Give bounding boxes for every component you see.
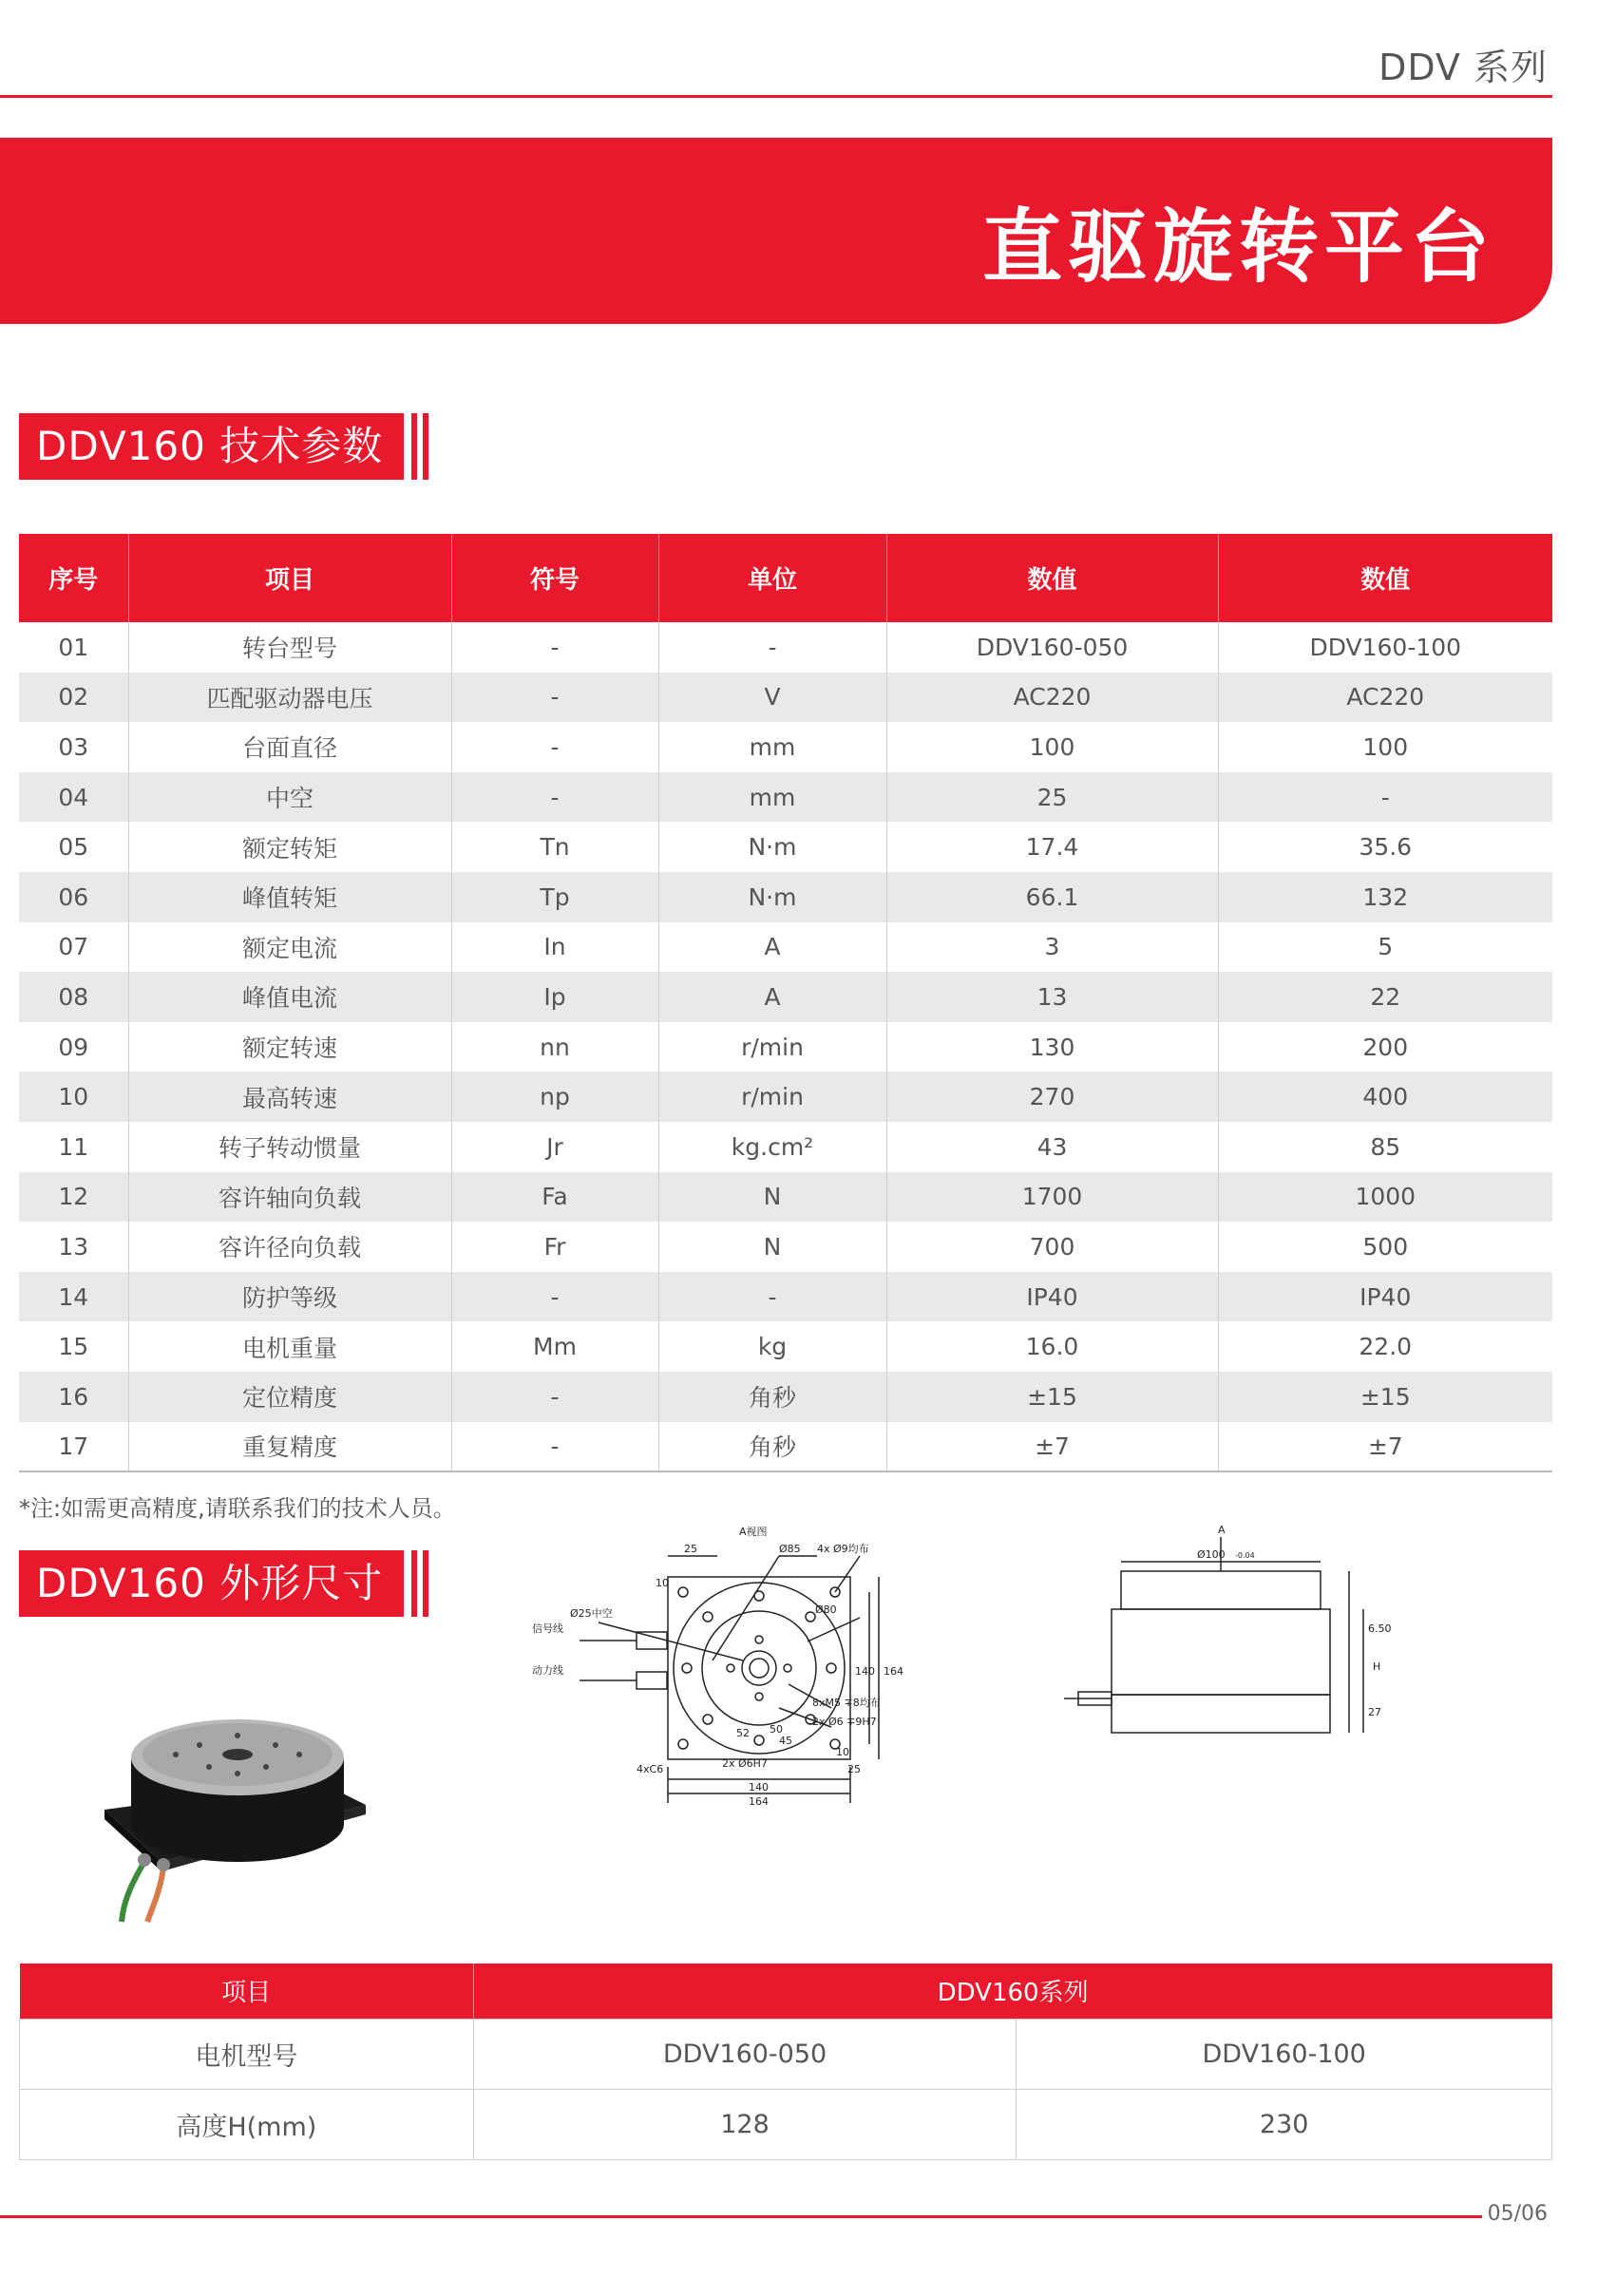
cell-symbol: - xyxy=(451,722,658,772)
cell-value-050: ±15 xyxy=(886,1372,1218,1422)
cell-symbol: - xyxy=(451,622,658,673)
dim-cell: DDV160-050 xyxy=(473,2019,1017,2089)
cell-unit: N xyxy=(658,1222,886,1272)
cell-item: 额定电流 xyxy=(128,922,451,973)
cell-value-100: DDV160-100 xyxy=(1309,633,1462,661)
heading-bar xyxy=(411,1550,417,1617)
col-header-value-100: 数值 xyxy=(1218,534,1552,622)
cell-value-050: 13 xyxy=(886,972,1218,1022)
spec-row xyxy=(19,922,1552,973)
cell-unit: mm xyxy=(658,722,886,772)
cell-value-050: 270 xyxy=(886,1072,1218,1122)
drawing-tol: -0.04 xyxy=(1235,1551,1255,1560)
cell-item: 最高转速 xyxy=(128,1072,451,1122)
cell-unit: - xyxy=(658,1272,886,1322)
cell-symbol: Ip xyxy=(451,972,658,1022)
spec-row xyxy=(19,673,1552,723)
cell-unit: r/min xyxy=(658,1022,886,1072)
drawing-pin6b: 2x Ø6H7 xyxy=(722,1757,768,1770)
cell-value-100: 85 xyxy=(1370,1132,1401,1161)
drawing-dim-10b: 10 xyxy=(836,1746,849,1758)
drawing-dim-140: 140 xyxy=(749,1781,769,1793)
spec-row xyxy=(19,822,1552,872)
cell-no: 17 xyxy=(19,1422,128,1472)
cell-symbol: - xyxy=(451,1422,658,1472)
drawing-signal: 信号线 xyxy=(532,1622,563,1635)
cell-item: 匹配驱动器电压 xyxy=(128,673,451,723)
spec-row xyxy=(19,1072,1552,1122)
spec-row xyxy=(19,1172,1552,1223)
dimension-drawing xyxy=(494,1518,1539,1945)
spec-row xyxy=(19,772,1552,823)
cell-value-050: AC220 xyxy=(886,673,1218,723)
cell-unit: kg xyxy=(658,1321,886,1372)
spec-row xyxy=(19,1272,1552,1322)
cell-symbol: nn xyxy=(451,1022,658,1072)
cell-value-050: IP40 xyxy=(886,1272,1218,1322)
heading-bar xyxy=(423,413,428,480)
spec-table-header xyxy=(19,534,1552,622)
drawing-m5: 8xM5 ∓8均布 xyxy=(812,1697,881,1709)
top-rule xyxy=(0,95,1552,98)
cell-value-100: 132 xyxy=(1218,872,1552,922)
cell-item: 额定转矩 xyxy=(128,822,451,872)
dim-table-row xyxy=(20,2089,1552,2159)
cell-value-050: 43 xyxy=(886,1122,1218,1172)
cell-item: 额定转速 xyxy=(128,1022,451,1072)
cell-symbol: In xyxy=(451,922,658,973)
dim-row-label: 电机型号 xyxy=(20,2019,474,2089)
drawing-dim-164: 164 xyxy=(749,1795,769,1808)
cell-item: 重复精度 xyxy=(128,1422,451,1472)
dim-section-heading xyxy=(19,1550,428,1617)
cell-unit: A xyxy=(658,972,886,1022)
cell-item: 转台型号 xyxy=(128,622,451,673)
col-header-symbol: 符号 xyxy=(451,534,658,622)
cell-no: 16 xyxy=(19,1372,128,1422)
drawing-dim-164v: 164 xyxy=(884,1665,903,1678)
col-header-unit: 单位 xyxy=(658,534,886,622)
cell-no: 10 xyxy=(19,1072,128,1122)
dim-section-title: DDV160 外形尺寸 xyxy=(19,1550,404,1617)
cell-unit: 角秒 xyxy=(658,1422,886,1472)
cell-value-050: 25 xyxy=(886,772,1218,823)
cell-no: 05 xyxy=(19,822,128,872)
cell-value-100: AC220 xyxy=(1218,673,1552,723)
cell-value-100: 400 xyxy=(1218,1072,1552,1122)
cell-symbol: Mm xyxy=(451,1321,658,1372)
drawing-arrow-label: A xyxy=(1218,1524,1226,1536)
cell-unit: kg.cm² xyxy=(658,1122,886,1172)
drawing-dim-27: 27 xyxy=(1368,1706,1381,1718)
spec-row xyxy=(19,972,1552,1022)
drawing-d25: Ø25中空 xyxy=(570,1607,613,1620)
cell-no: 13 xyxy=(19,1222,128,1272)
heading-bar xyxy=(411,413,417,480)
cell-item: 台面直径 xyxy=(128,722,451,772)
drawing-d85: Ø85 xyxy=(779,1543,801,1555)
page-title: 直驱旋转平台 xyxy=(981,200,1495,294)
spec-section-title: DDV160 技术参数 xyxy=(19,413,404,480)
cell-symbol: - xyxy=(451,673,658,723)
drawing-c6: 4xC6 xyxy=(637,1763,664,1775)
cell-item: 容许径向负载 xyxy=(128,1222,451,1272)
cell-no: 04 xyxy=(19,772,128,823)
drawing-dim-10: 10 xyxy=(656,1577,669,1589)
drawing-power: 动力线 xyxy=(532,1664,563,1677)
drawing-dim-50: 50 xyxy=(770,1723,783,1736)
dim-cell: 128 xyxy=(473,2089,1017,2159)
cell-unit: 角秒 xyxy=(658,1372,886,1422)
spec-table xyxy=(19,534,1552,1472)
cell-symbol: np xyxy=(451,1072,658,1122)
cell-value-050: 700 xyxy=(886,1222,1218,1272)
spec-row xyxy=(19,1372,1552,1422)
dim-table-header xyxy=(20,1964,1552,2019)
cell-no: 07 xyxy=(19,922,128,973)
cell-symbol: Tp xyxy=(451,872,658,922)
spec-row xyxy=(19,1321,1552,1372)
drawing-d100: Ø100 xyxy=(1197,1548,1226,1561)
cell-value-050: ±7 xyxy=(886,1422,1218,1472)
cell-symbol: - xyxy=(451,1372,658,1422)
drawing-dim-25: 25 xyxy=(684,1543,697,1555)
drawing-dim-52: 52 xyxy=(736,1727,750,1739)
drawing-dim-140v: 140 xyxy=(855,1665,875,1678)
cell-unit: N·m xyxy=(658,872,886,922)
cell-value-100: 200 xyxy=(1362,1033,1409,1061)
cell-no: 12 xyxy=(19,1172,128,1223)
spec-row xyxy=(19,622,1552,673)
dim-table-row xyxy=(20,2019,1552,2089)
cell-unit: - xyxy=(658,622,886,673)
cell-unit: V xyxy=(658,673,886,723)
cell-value-100: 100 xyxy=(1362,732,1409,761)
spec-row xyxy=(19,1422,1552,1472)
spec-section-heading xyxy=(19,413,428,480)
page-number: 05/06 xyxy=(1487,2202,1548,2226)
cell-value-100: IP40 xyxy=(1218,1272,1552,1322)
cell-item: 峰值电流 xyxy=(128,972,451,1022)
cell-no: 09 xyxy=(19,1022,128,1072)
cell-value-050: 130 xyxy=(886,1022,1218,1072)
cell-no: 15 xyxy=(19,1321,128,1372)
dim-header-series: DDV160系列 xyxy=(473,1964,1551,2019)
cell-no: 03 xyxy=(19,722,128,772)
drawing-d80: Ø80 xyxy=(815,1603,837,1616)
dim-header-item: 项目 xyxy=(20,1964,474,2019)
cell-item: 定位精度 xyxy=(128,1372,451,1422)
cell-value-050: 100 xyxy=(886,722,1218,772)
col-header-item: 项目 xyxy=(128,534,451,622)
spec-row xyxy=(19,1022,1552,1072)
bottom-rule xyxy=(0,2215,1482,2218)
cell-item: 容许轴向负载 xyxy=(128,1172,451,1223)
cell-value-100: 22.0 xyxy=(1359,1333,1413,1361)
drawing-dim-45: 45 xyxy=(779,1735,792,1747)
cell-value-100: 5 xyxy=(1378,933,1394,961)
dim-cell: 230 xyxy=(1017,2089,1552,2159)
cell-unit: mm xyxy=(658,772,886,823)
col-header-no: 序号 xyxy=(19,534,128,622)
drawing-holes-top: 4x Ø9均布 xyxy=(817,1543,869,1555)
cell-unit: N xyxy=(658,1172,886,1223)
cell-item: 中空 xyxy=(128,772,451,823)
cell-value-100: ±7 xyxy=(1218,1422,1552,1472)
cell-symbol: - xyxy=(451,1272,658,1322)
cell-unit: N·m xyxy=(658,822,886,872)
cell-symbol: - xyxy=(451,772,658,823)
cell-symbol: Fr xyxy=(451,1222,658,1272)
cell-symbol: Tn xyxy=(451,822,658,872)
cell-item: 电机重量 xyxy=(128,1321,451,1372)
cell-value-050: DDV160-050 xyxy=(886,622,1218,673)
cell-item: 转子转动惯量 xyxy=(128,1122,451,1172)
cell-no: 02 xyxy=(19,673,128,723)
cell-no: 06 xyxy=(19,872,128,922)
title-banner xyxy=(0,138,1552,324)
dimension-table xyxy=(19,1964,1552,2160)
product-photo xyxy=(95,1667,380,1924)
dim-cell: DDV160-100 xyxy=(1017,2019,1552,2089)
col-header-value-050: 数值 xyxy=(886,534,1218,622)
cell-value-050: 3 xyxy=(886,922,1218,973)
spec-row xyxy=(19,722,1552,772)
spec-row xyxy=(19,872,1552,922)
dim-row-label: 高度H(mm) xyxy=(20,2089,474,2159)
heading-bar xyxy=(423,1550,428,1617)
series-label: DDV 系列 xyxy=(1378,47,1548,88)
drawing-dim-650: 6.50 xyxy=(1368,1622,1392,1635)
cell-value-100: 22 xyxy=(1218,972,1552,1022)
cell-no: 11 xyxy=(19,1122,128,1172)
cell-unit: A xyxy=(658,922,886,973)
cell-value-100: - xyxy=(1218,772,1552,823)
cell-no: 14 xyxy=(19,1272,128,1322)
spec-row xyxy=(19,1222,1552,1272)
spec-row xyxy=(19,1122,1552,1172)
cell-value-050: 66.1 xyxy=(886,872,1218,922)
cell-symbol: Fa xyxy=(451,1172,658,1223)
cell-value-100: ±15 xyxy=(1218,1372,1552,1422)
cell-no: 08 xyxy=(19,972,128,1022)
cell-symbol: Jr xyxy=(451,1122,658,1172)
cell-value-100: 500 xyxy=(1362,1232,1409,1261)
cell-no: 01 xyxy=(19,622,128,673)
cell-value-050: 16.0 xyxy=(886,1321,1218,1372)
drawing-dim-H: H xyxy=(1373,1660,1381,1673)
cell-item: 防护等级 xyxy=(128,1272,451,1322)
cell-value-100: 1000 xyxy=(1218,1172,1552,1223)
cell-item: 峰值转矩 xyxy=(128,872,451,922)
cell-unit: r/min xyxy=(658,1072,886,1122)
cell-value-050: 1700 xyxy=(886,1172,1218,1223)
drawing-view-label: A视图 xyxy=(739,1526,768,1538)
cell-value-100: 35.6 xyxy=(1359,833,1413,862)
cell-value-050: 17.4 xyxy=(886,822,1218,872)
footnote: *注:如需更高精度,请联系我们的技术人员。 xyxy=(19,1495,456,1522)
drawing-pin6: 2x Ø6 ∓9H7 xyxy=(812,1716,877,1728)
drawing-dim-25b: 25 xyxy=(847,1763,861,1775)
